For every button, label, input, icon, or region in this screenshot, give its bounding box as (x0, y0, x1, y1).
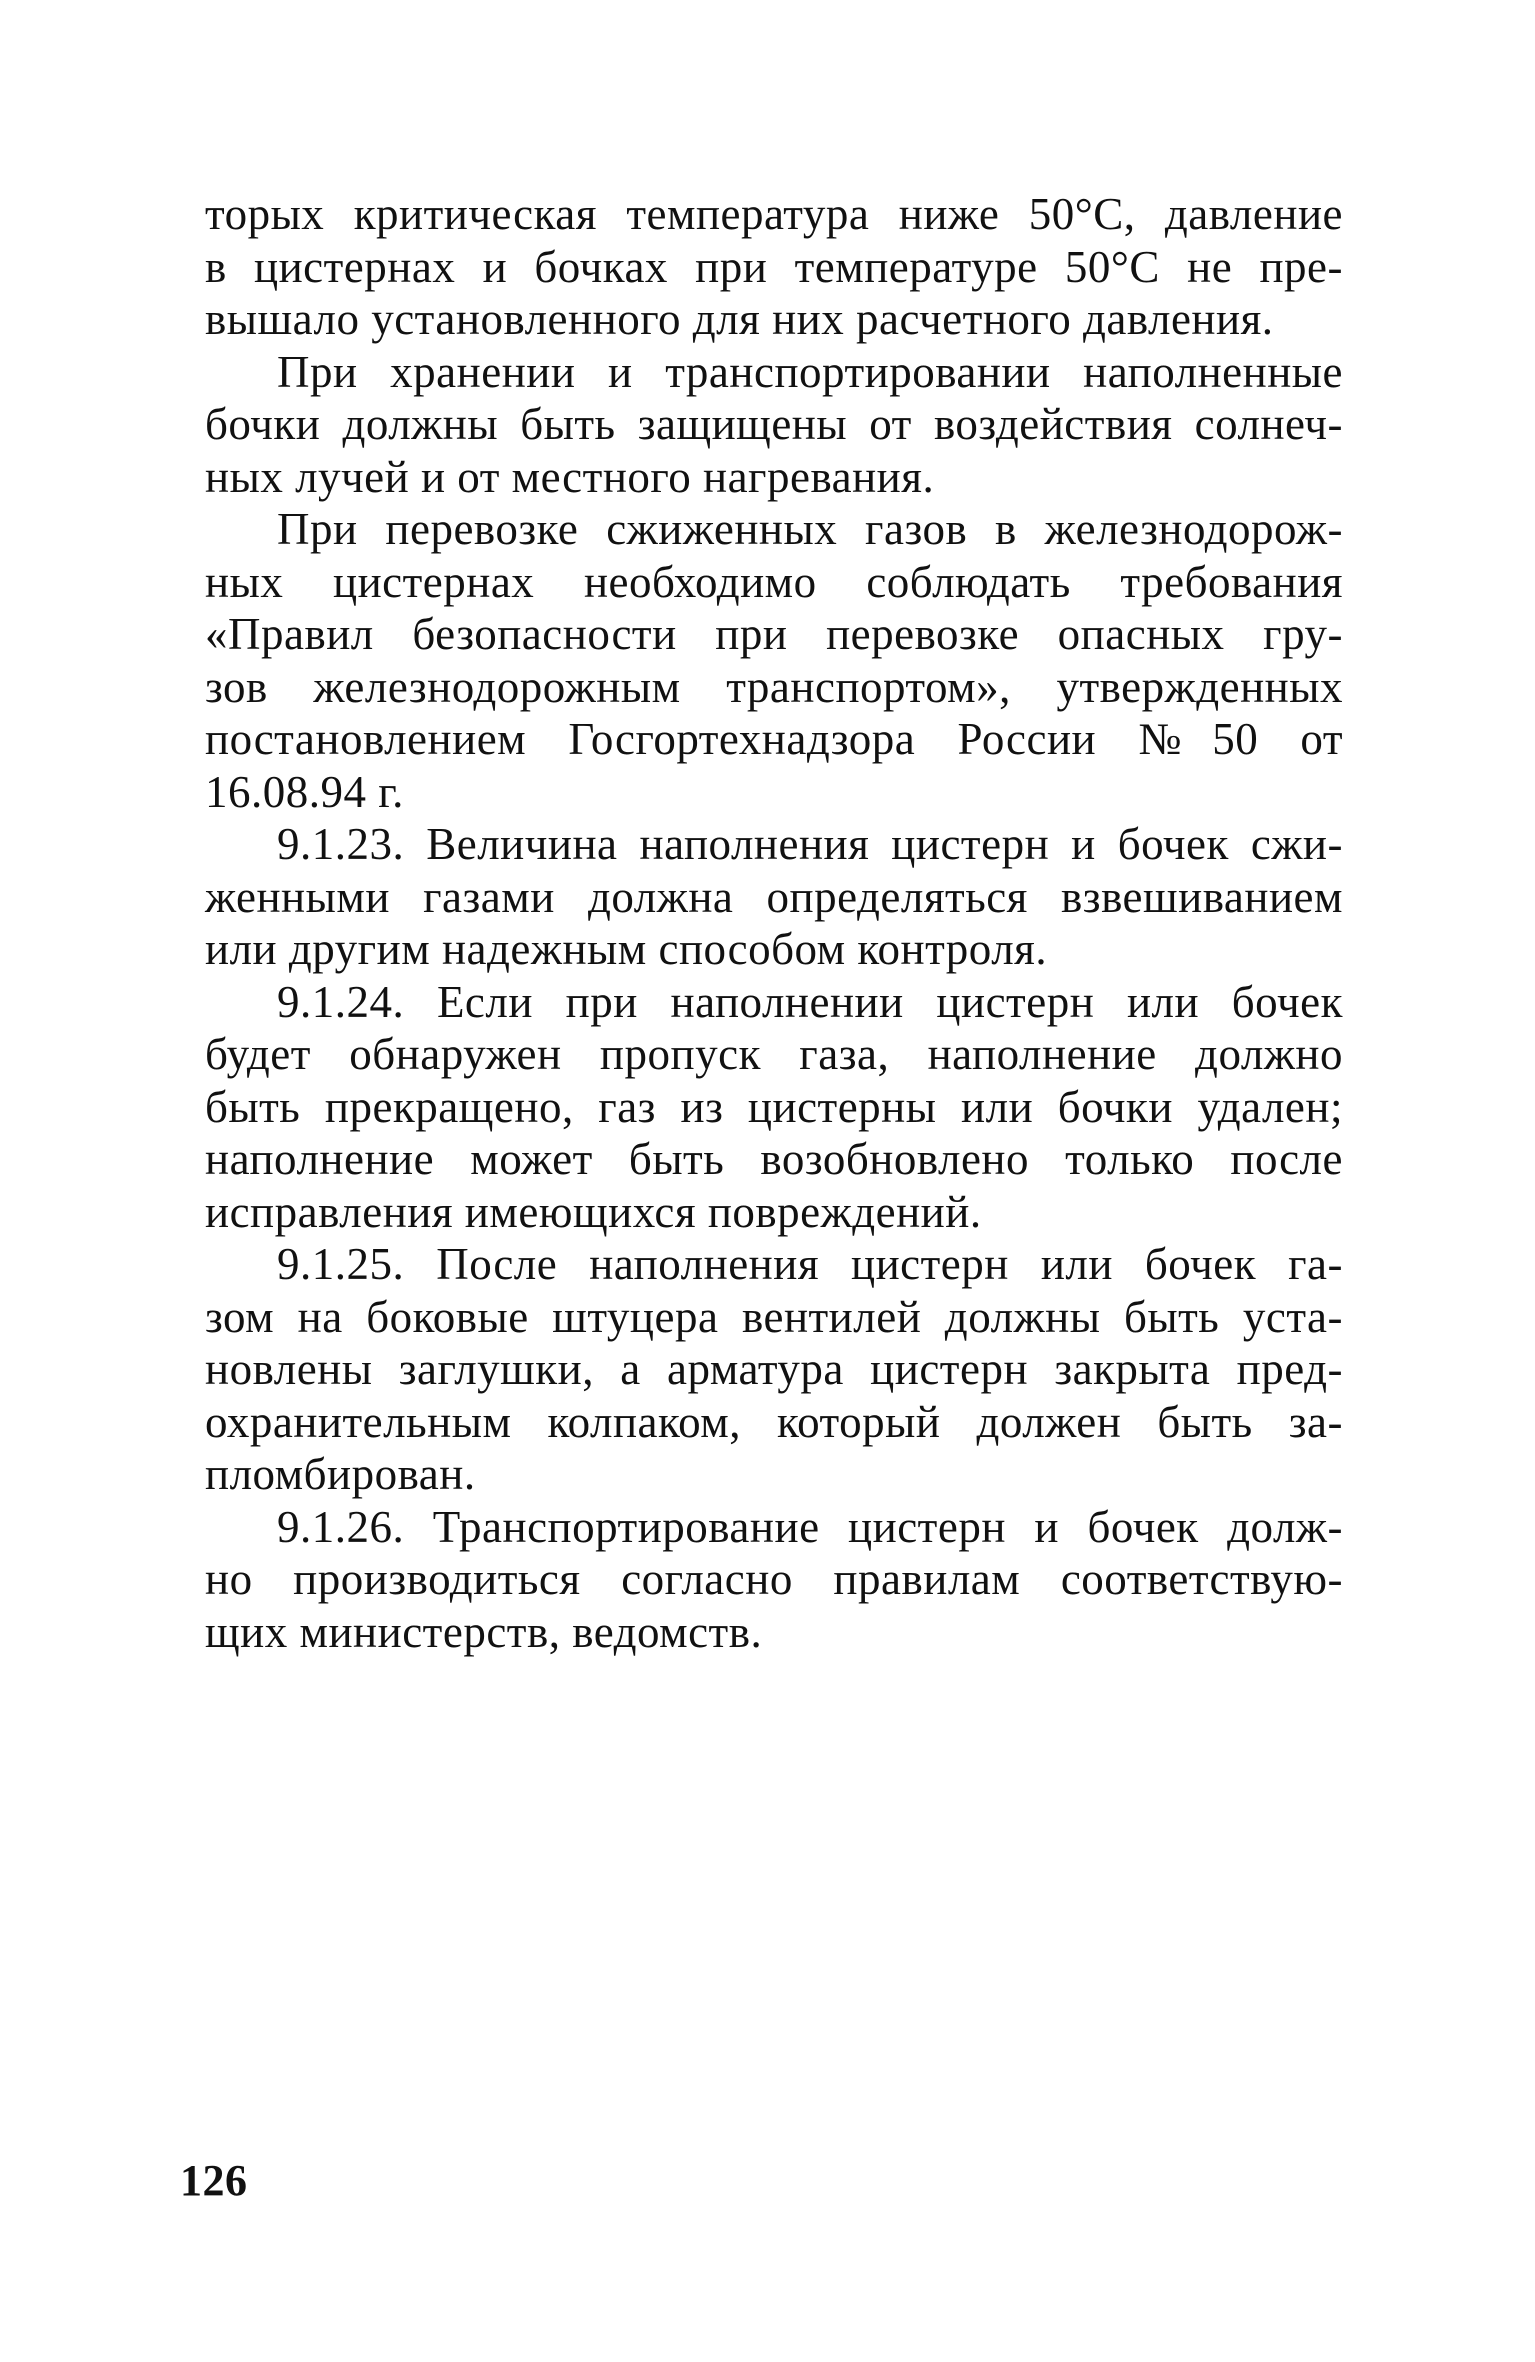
text-line: будет обнаружен пропуск газа, наполнение должно (205, 1029, 1343, 1079)
text-line: бочки должны быть защищены от воздействия солнеч- (205, 399, 1343, 449)
text-line: пломбирован. (205, 1449, 476, 1499)
text-line: зом на боковые штуцера вентилей должны быть уста- (205, 1291, 1343, 1342)
text-line: исправления имеющихся повреждений. (205, 1186, 982, 1237)
page-number: 126 (180, 2156, 248, 2205)
text-line: наполнение может быть возобновлено только после (205, 1134, 1343, 1184)
page-body-text (205, 188, 1343, 1658)
text-line: женными газами должна определяться взвешиванием (205, 871, 1343, 922)
text-line: но производиться согласно правилам соответствую- (205, 1554, 1343, 1604)
text-line: При хранении и транспортировании наполненные (277, 346, 1343, 397)
text-line: щих министерств, ведомств. (205, 1606, 763, 1657)
text-line: «Правил безопасности при перевозке опасных гру- (205, 609, 1343, 659)
text-line: быть прекращено, газ из цистерны или бочки удален; (205, 1081, 1343, 1132)
text-line: 9.1.23. Величина наполнения цистерн и бочек сжи- (277, 819, 1343, 869)
text-line: в цистернах и бочках при температуре 50°С не пре- (205, 241, 1343, 292)
text-line: или другим надежным способом контроля. (205, 924, 1048, 974)
text-line: вышало установленного для них расчетного давления. (205, 294, 1274, 344)
paragraph-9-1-24 (205, 976, 1343, 1239)
paragraph-rail-transport (205, 503, 1343, 818)
paragraph-9-1-25 (205, 1238, 1343, 1501)
text-line: торых критическая температура ниже 50°С, давление (205, 189, 1343, 239)
text-line: 9.1.24. Если при наполнении цистерн или бочек (277, 976, 1343, 1027)
text-line: постановлением Госгортехнадзора России №50 от (205, 714, 1343, 764)
text-line: 9.1.26. Транспортирование цистерн и бочек долж- (277, 1501, 1343, 1552)
paragraph-9-1-23 (205, 818, 1343, 976)
text-line: охранительным колпаком, который должен быть за- (205, 1396, 1343, 1447)
paragraph-9-1-26 (205, 1501, 1343, 1659)
text-line: 9.1.25. После наполнения цистерн или бочек га- (277, 1239, 1343, 1289)
paragraph-storage (205, 346, 1343, 504)
text-line: ных цистернах необходимо соблюдать требования (205, 556, 1343, 607)
text-line: При перевозке сжиженных газов в железнодорож- (277, 504, 1343, 554)
paragraph-continuation (205, 188, 1343, 346)
text-line: ных лучей и от местного нагревания. (205, 451, 935, 502)
text-line: 16.08.94 г. (205, 766, 404, 817)
text-line: зов железнодорожным транспортом», утвержденных (205, 661, 1343, 712)
text-line: новлены заглушки, а арматура цистерн закрыта пред- (205, 1344, 1343, 1394)
